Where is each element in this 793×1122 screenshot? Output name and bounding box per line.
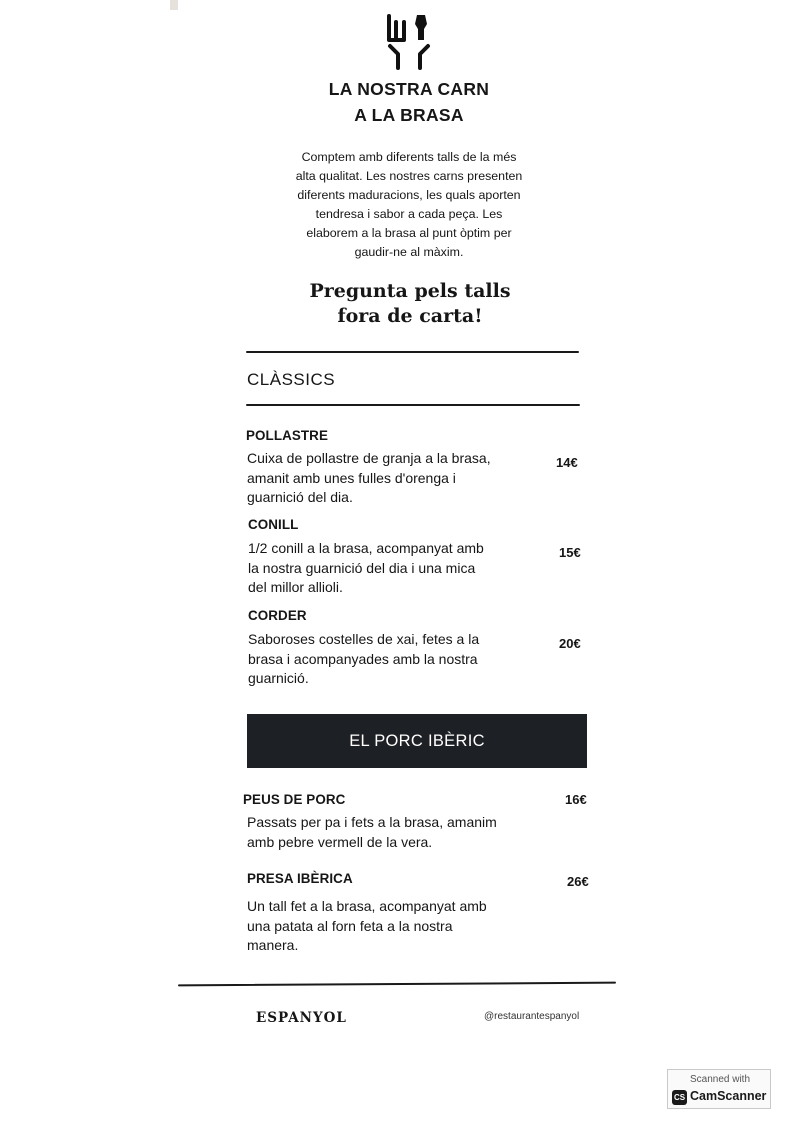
menu-item-name: POLLASTRE [246, 428, 328, 443]
intro-line: diferents maduracions, les quals aporten [297, 188, 521, 202]
intro-line: alta qualitat. Les nostres carns presenten [295, 169, 523, 183]
menu-item-name: PRESA IBÈRICA [247, 871, 353, 886]
camscanner-watermark [667, 1069, 771, 1109]
section-banner-iberic [247, 714, 587, 768]
menu-item-description [248, 630, 548, 689]
description-line: Passats per pa i fets a la brasa, amanim [247, 814, 497, 830]
menu-item-description [247, 897, 547, 956]
title-line-1: LA NOSTRA CARN [328, 79, 490, 99]
description-line: una patata al forn feta a la nostra [247, 917, 453, 934]
intro-line: Comptem amb diferents talls de la més [301, 150, 517, 164]
off-menu-question [290, 279, 530, 329]
intro-line: elaborem a la brasa al punt òptim per [306, 226, 512, 240]
description-line: Un tall fet a la brasa, acompanyat amb [247, 898, 487, 914]
menu-item-price: 16€ [565, 792, 587, 807]
watermark-caption: Scanned with [689, 1074, 751, 1085]
description-line: Cuixa de pollastre de granja a la brasa, [247, 450, 491, 466]
social-handle: @restaurantespanyol [484, 1011, 580, 1022]
menu-item-price: 26€ [567, 874, 589, 889]
description-line: 1/2 conill a la brasa, acompanyat amb [248, 540, 484, 556]
question-line-2: fora de carta! [337, 305, 483, 327]
intro-line: gaudir-ne al màxim. [354, 245, 464, 259]
description-line: amanit amb unes fulles d'orenga i [247, 469, 456, 486]
intro-line: tendresa i sabor a cada peça. Les [315, 207, 503, 221]
menu-item-description [247, 449, 547, 508]
camscanner-logo-icon: CS [672, 1090, 687, 1105]
description-line: guarnició del dia. [247, 489, 353, 505]
divider-bottom [246, 404, 580, 406]
description-line: la nostra guarnició del dia i una mica [248, 559, 476, 576]
description-line: amb pebre vermell de la vera. [247, 833, 433, 850]
menu-item-name: CORDER [248, 608, 307, 623]
fork-knife-bull-icon [384, 14, 434, 70]
menu-item-name: CONILL [248, 517, 299, 532]
footer-brand: ESPANYOL [256, 1010, 347, 1026]
section-heading-iberic: EL PORC IBÈRIC [349, 731, 485, 750]
menu-item-price: 14€ [556, 455, 578, 470]
description-line: brasa i acompanyades amb la nostra [248, 650, 478, 667]
menu-item-description [248, 539, 548, 598]
menu-item-price: 15€ [559, 545, 581, 560]
section-heading-classics: CLÀSSICS [247, 370, 336, 389]
description-line: guarnició. [248, 670, 309, 686]
watermark-brand: CamScanner [690, 1089, 767, 1103]
menu-item-name: PEUS DE PORC [243, 792, 346, 807]
menu-item-description [247, 813, 547, 852]
page-title [290, 76, 528, 128]
divider-top [246, 351, 579, 353]
question-line-1: Pregunta pels talls [309, 280, 511, 302]
description-line: del millor allioli. [248, 579, 343, 595]
menu-item-price: 20€ [559, 636, 581, 651]
title-line-2: A LA BRASA [354, 105, 464, 125]
description-line: manera. [247, 937, 299, 953]
description-line: Saboroses costelles de xai, fetes a la [248, 631, 480, 647]
intro-text [276, 148, 542, 262]
